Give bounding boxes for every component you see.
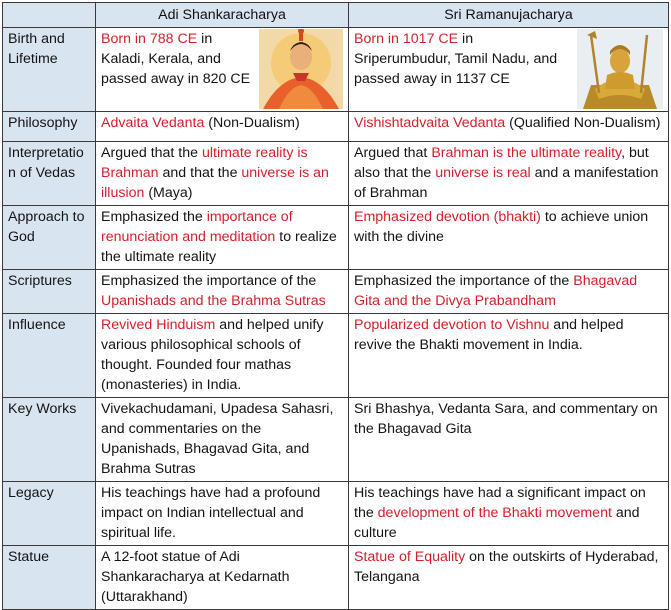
header-adi-shankaracharya: Adi Shankaracharya [96, 3, 349, 28]
sri-ramanujacharya-statue [577, 29, 663, 109]
cell-ramanuja [349, 270, 669, 314]
highlighted-text: Statue of Equality [354, 549, 466, 565]
table-row [3, 142, 669, 206]
cell-shankara [96, 28, 349, 112]
cell-ramanuja [349, 546, 669, 610]
text-run: , but also that the [354, 145, 649, 181]
text-run: Argued that the [101, 145, 202, 161]
text-run: in Kaladi, Kerala, and passed away in 820 CE [101, 31, 251, 87]
text-run: His teachings have had a profound impact on Indian intellectual and spiritual life. [101, 485, 321, 541]
text-run: (Non-Dualism) [204, 115, 300, 131]
text-run: on the outskirts of Hyderabad, Telangana [354, 549, 659, 585]
cell-shankara [96, 482, 349, 546]
table-row [3, 482, 669, 546]
adi-shankaracharya-portrait [259, 29, 343, 109]
row-label: Statue [3, 546, 96, 610]
header-sri-ramanujacharya: Sri Ramanujacharya [349, 3, 669, 28]
table-row [3, 112, 669, 142]
table-row [3, 546, 669, 610]
cell-shankara [96, 142, 349, 206]
text-run: to achieve union with the divine [354, 209, 649, 245]
row-label: Key Works [3, 398, 96, 482]
cell-shankara [96, 398, 349, 482]
highlighted-text: importance of renunciation and meditation [101, 209, 293, 245]
row-label: Philosophy [3, 112, 96, 142]
highlighted-text: Popularized devotion to Vishnu [354, 317, 550, 333]
text-run: and helped revive the Bhakti movement in India. [354, 317, 624, 353]
table-row [3, 28, 669, 112]
cell-ramanuja [349, 314, 669, 398]
highlighted-text: Brahman is the ultimate reality [431, 145, 622, 161]
row-label: Interpretation of Vedas [3, 142, 96, 206]
highlighted-text: universe is an illusion [101, 165, 329, 201]
highlighted-text: Born in 788 CE [101, 31, 198, 47]
table-row [3, 206, 669, 270]
table-row [3, 270, 669, 314]
text-run: Emphasized the importance of the [101, 273, 317, 289]
highlighted-text: development of the Bhakti movement [377, 505, 612, 521]
highlighted-text: Vishishtadvaita Vedanta [354, 115, 506, 131]
table-row [3, 314, 669, 398]
cell-shankara [96, 546, 349, 610]
text-run: in Sriperumbudur, Tamil Nadu, and passed away in 1137 CE [354, 31, 558, 87]
table-row [3, 398, 669, 482]
text-run: Vivekachudamani, Upadesa Sahasri, and commentaries on the Upanishads, Bhagavad Gita, and Brahma Sutras [101, 401, 334, 477]
row-label: Approach to God [3, 206, 96, 270]
cell-text [354, 29, 573, 89]
text-run: to realize the ultimate reality [101, 229, 337, 265]
cell-ramanuja [349, 112, 669, 142]
text-run: and that the [158, 165, 242, 181]
cell-shankara [96, 206, 349, 270]
row-label: Scriptures [3, 270, 96, 314]
cell-text [101, 29, 255, 89]
text-run: Emphasized the importance of the [354, 273, 574, 289]
cell-ramanuja [349, 206, 669, 270]
highlighted-text: universe is real [435, 165, 531, 181]
cell-shankara [96, 112, 349, 142]
cell-ramanuja [349, 28, 669, 112]
text-run: and culture [354, 505, 640, 541]
highlighted-text: ultimate reality is Brahman [101, 145, 308, 181]
text-run: and a manifestation of Brahman [354, 165, 659, 201]
cell-ramanuja [349, 398, 669, 482]
highlighted-text: Advaita Vedanta [101, 115, 205, 131]
row-label: Legacy [3, 482, 96, 546]
text-run: Argued that [354, 145, 432, 161]
text-run: Sri Bhashya, Vedanta Sara, and commentary on the Bhagavad Gita [354, 401, 658, 437]
text-run: (Qualified Non-Dualism) [505, 115, 661, 131]
text-run: (Maya) [144, 185, 193, 201]
comparison-table [2, 2, 669, 610]
cell-shankara [96, 314, 349, 398]
text-run: A 12-foot statue of Adi Shankaracharya at Kedarnath (Uttarakhand) [101, 549, 290, 605]
cell-ramanuja [349, 142, 669, 206]
highlighted-text: Bhagavad Gita and the Divya Prabandham [354, 273, 638, 309]
row-label: Influence [3, 314, 96, 398]
header-corner [3, 3, 96, 28]
header-row [3, 3, 669, 28]
highlighted-text: Born in 1017 CE [354, 31, 459, 47]
text-run: and helped unify various philosophical schools of thought. Founded four mathas (monasteries) in India. [101, 317, 324, 393]
highlighted-text: Upanishads and the Brahma Sutras [101, 293, 326, 309]
text-run: His teachings have had a significant impact on the [354, 485, 646, 521]
text-run: Emphasized the [101, 209, 207, 225]
highlighted-text: Revived Hinduism [101, 317, 216, 333]
cell-ramanuja [349, 482, 669, 546]
row-label: Birth and Lifetime [3, 28, 96, 112]
highlighted-text: Emphasized devotion (bhakti) [354, 209, 541, 225]
cell-shankara [96, 270, 349, 314]
